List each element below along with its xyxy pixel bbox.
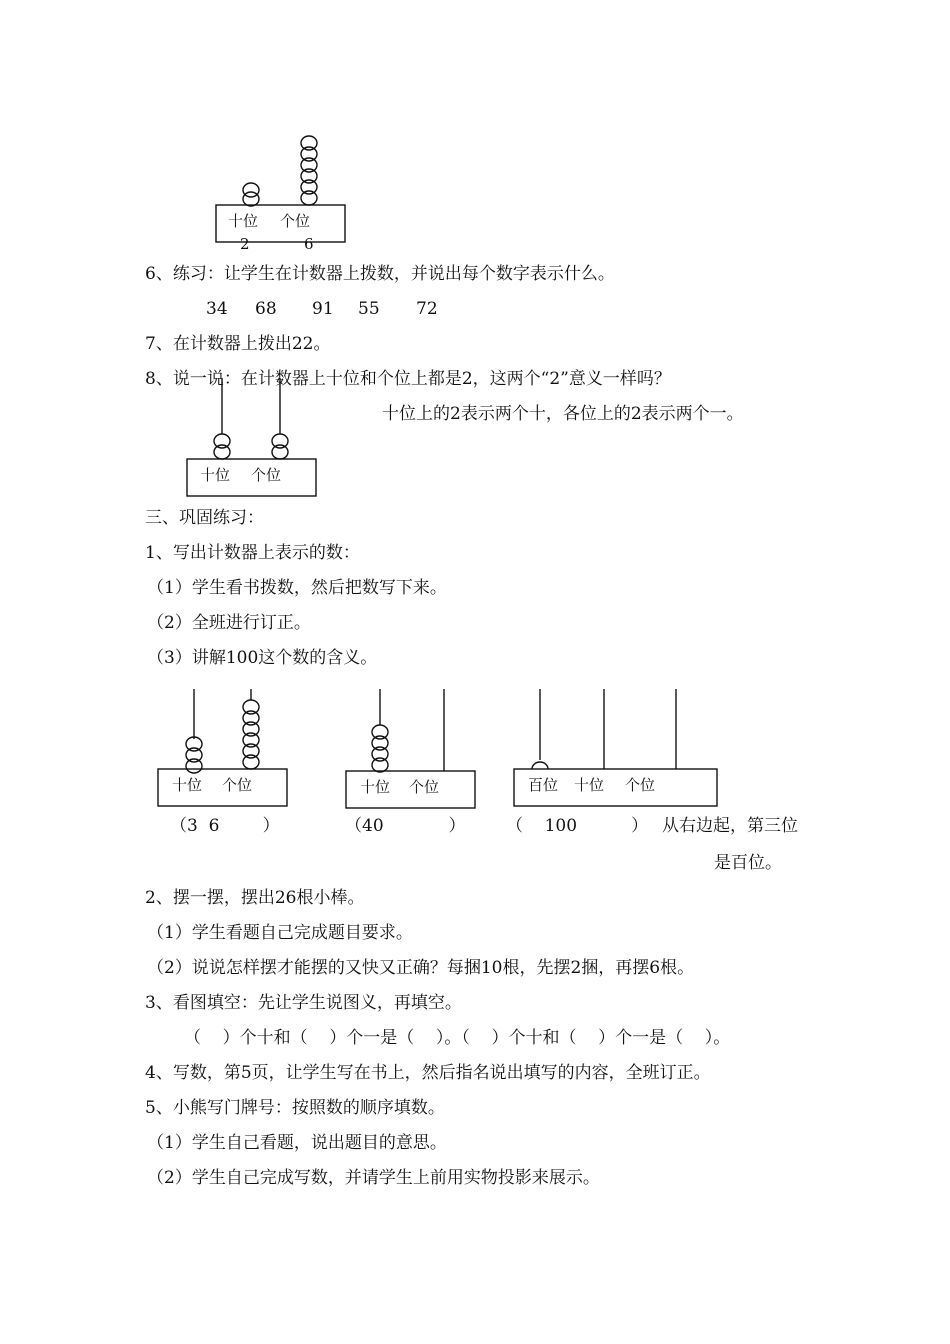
item-8: 8、说一说：在计数器上十位和个位上都是2，这两个“2”意义一样吗？ bbox=[145, 369, 671, 389]
abacus-top-tens-value: 2 bbox=[240, 235, 250, 253]
abacus-mid-tens-label: 十位 bbox=[200, 466, 231, 484]
section-3-heading: 三、巩固练习： bbox=[145, 508, 264, 528]
abacus-a-tens-label: 十位 bbox=[172, 776, 203, 794]
exercise-1-1: （1）学生看书拨数，然后把数写下来。 bbox=[147, 578, 447, 598]
abacus-top-tens-beads bbox=[243, 183, 259, 206]
abacus-c-hundreds-bead bbox=[532, 762, 548, 769]
abacus-c-tens-label: 十位 bbox=[574, 776, 605, 794]
number-55: 55 bbox=[358, 299, 380, 319]
abacus-c-ones-label: 个位 bbox=[625, 776, 656, 794]
exercise-4: 4、写数，第5页，让学生写在书上，然后指名说出填写的内容，全班订正。 bbox=[145, 1063, 711, 1083]
exercise-2-2: （2）说说怎样摆才能摆的又快又正确？每捆10根，先摆2捆，再摆6根。 bbox=[147, 958, 695, 978]
exercise-1: 1、写出计数器上表示的数： bbox=[145, 543, 360, 563]
number-68: 68 bbox=[255, 299, 277, 319]
abacus-b-tens-label: 十位 bbox=[360, 778, 391, 796]
abacus-top-ones-label: 个位 bbox=[280, 212, 311, 230]
abacus-a-ones-label: 个位 bbox=[222, 776, 253, 794]
number-34: 34 bbox=[206, 299, 228, 319]
exercise-5-2: （2）学生自己完成写数，并请学生上前用实物投影来展示。 bbox=[147, 1168, 600, 1188]
abacus-mid-ones-beads bbox=[272, 434, 288, 459]
exercise-1-3: （3）讲解100这个数的含义。 bbox=[147, 648, 378, 668]
note-line-1: 从右边起，第三位 bbox=[662, 816, 798, 836]
abacus-c-answer: （ 100 ） bbox=[506, 816, 649, 836]
abacus-mid-ones-label: 个位 bbox=[251, 466, 282, 484]
exercise-2-1: （1）学生看题自己完成题目要求。 bbox=[147, 923, 413, 943]
number-91: 91 bbox=[312, 299, 334, 319]
exercise-5-1: （1）学生自己看题，说出题目的意思。 bbox=[147, 1133, 447, 1153]
exercise-2: 2、摆一摆，摆出26根小棒。 bbox=[145, 888, 365, 908]
abacus-top-ones-value: 6 bbox=[304, 235, 314, 253]
item-6: 6、练习：让学生在计数器上拨数，并说出每个数字表示什么。 bbox=[145, 264, 615, 284]
abacus-top-ones-beads bbox=[301, 136, 317, 205]
exercise-5: 5、小熊写门牌号：按照数的顺序填数。 bbox=[145, 1098, 445, 1118]
abacus-a-ones-beads bbox=[243, 700, 259, 769]
item-8-answer: 十位上的2表示两个十，各位上的2表示两个一。 bbox=[382, 404, 744, 424]
abacus-b-tens-beads bbox=[372, 725, 388, 772]
number-72: 72 bbox=[416, 299, 438, 319]
abacus-c-hundreds-label: 百位 bbox=[528, 776, 559, 794]
abacus-top-tens-label: 十位 bbox=[228, 212, 259, 230]
abacus-mid-tens-beads bbox=[214, 434, 230, 459]
item-7: 7、在计数器上拨出22。 bbox=[145, 334, 331, 354]
exercise-1-2: （2）全班进行订正。 bbox=[147, 613, 311, 633]
note-line-2: 是百位。 bbox=[714, 853, 782, 873]
abacus-b-ones-label: 个位 bbox=[409, 778, 440, 796]
abacus-a-tens-beads bbox=[186, 737, 202, 773]
exercise-3-blanks: （ ）个十和（ ）个一是（ ）。（ ）个十和（ ）个一是（ ）。 bbox=[184, 1028, 731, 1048]
exercise-3: 3、看图填空：先让学生说图义，再填空。 bbox=[145, 993, 462, 1013]
abacus-a-answer: （3 6 ） bbox=[170, 816, 280, 836]
abacus-b-answer: （40 ） bbox=[345, 816, 466, 836]
